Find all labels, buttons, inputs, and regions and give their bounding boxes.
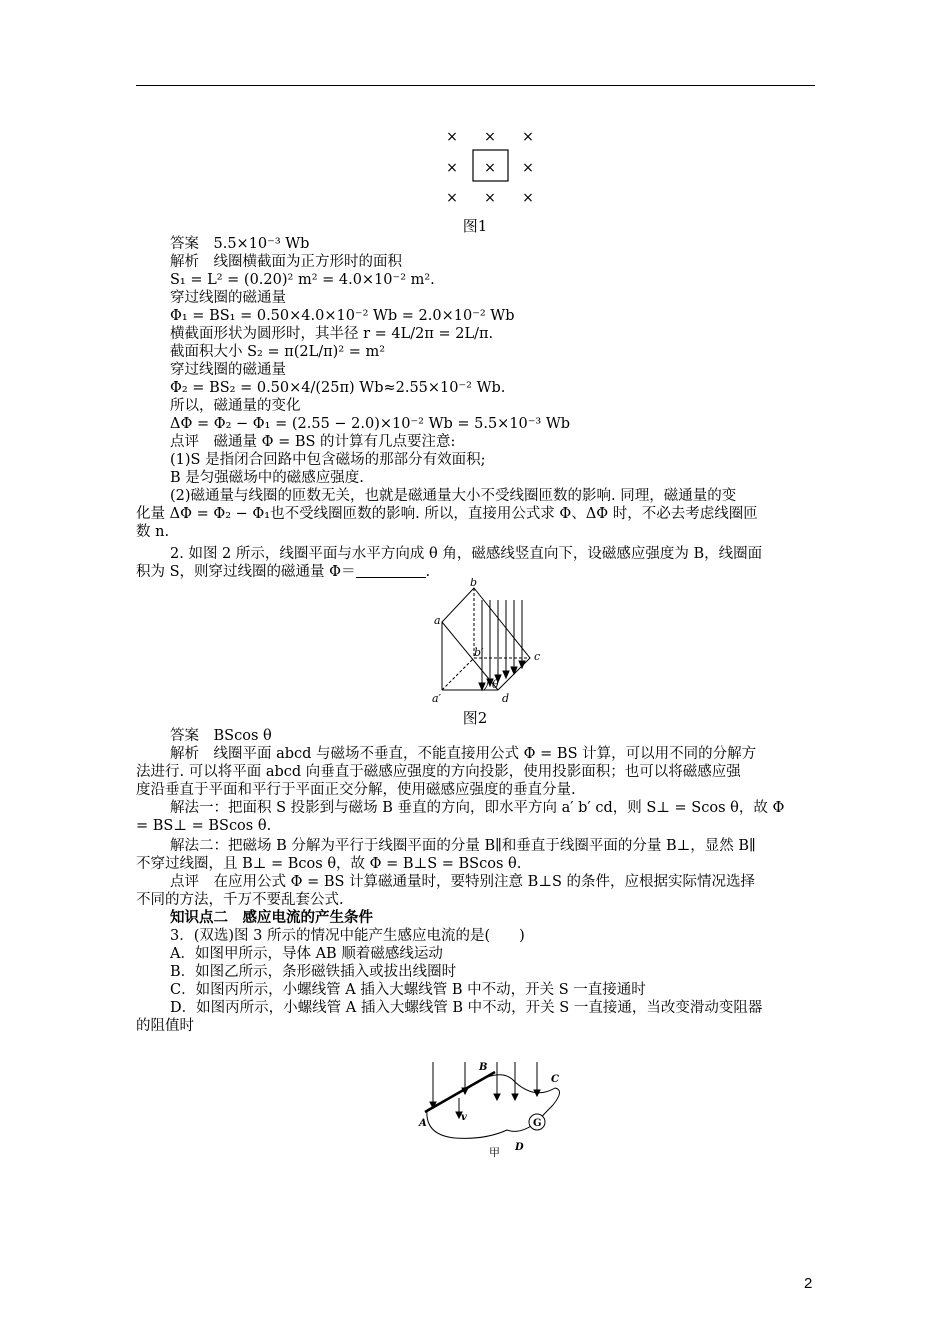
- text-line: 穿过线圈的磁通量: [170, 290, 286, 306]
- conductor-rod-ab: [425, 1072, 495, 1112]
- projection-diagonal: [442, 658, 474, 690]
- label-B: B: [479, 1062, 488, 1073]
- text-line: (2)磁通量与线圈的匝数无关，也就是磁通量大小不受线圈匝数的影响. 同理，磁通量的变: [170, 488, 737, 504]
- text-line: 解析 线圈横截面为正方形时的面积: [170, 254, 402, 270]
- field-cross: ×: [446, 160, 458, 176]
- figure-3-jia-circuit: [415, 1060, 575, 1160]
- option-b: B．如图乙所示，条形磁铁插入或拔出线圈时: [170, 964, 457, 980]
- text-line: S₁ = L² = (0.20)² m² = 4.0×10⁻² m².: [170, 272, 435, 288]
- answer-2: 答案 BScos θ: [170, 728, 272, 744]
- field-cross: ×: [522, 190, 534, 206]
- text-line: 所以，磁通量的变化: [170, 398, 301, 414]
- field-arrows: [479, 600, 525, 690]
- page-number: 2: [804, 1275, 813, 1292]
- text-line: (1)S 是指闭合回路中包含磁场的那部分有效面积;: [170, 452, 486, 468]
- text-line: Φ₁ = BS₁ = 0.50×4.0×10⁻² Wb = 2.0×10⁻² Wb: [170, 308, 515, 324]
- question-2-cont: 积为 S，则穿过线圈的磁通量 Φ＝ .: [136, 564, 431, 580]
- label-b: b: [470, 578, 478, 589]
- label-c: c: [534, 650, 541, 663]
- text-line: ΔΦ = Φ₂ − Φ₁ = (2.55 − 2.0)×10⁻² Wb = 5.5×10⁻³ Wb: [170, 416, 571, 432]
- option-a: A．如图甲所示，导体 AB 顺着磁感线运动: [170, 946, 443, 962]
- option-d-cont: 的阻值时: [136, 1018, 194, 1034]
- label-v: v: [461, 1112, 467, 1123]
- field-cross: ×: [522, 129, 534, 145]
- text-line: 解法二：把磁场 B 分解为平行于线圈平面的分量 B∥和垂直于线圈平面的分量 B⊥，显然 B∥: [170, 838, 756, 854]
- header-rule: [136, 85, 815, 86]
- text-line: 数 n.: [136, 524, 170, 540]
- text-line: B 是匀强磁场中的磁感应强度.: [170, 470, 364, 486]
- question-2: 2. 如图 2 所示，线圈平面与水平方向成 θ 角，磁感线竖直向下，设磁感应强度为 B，线圈面: [170, 546, 763, 562]
- label-a-prime: a′: [432, 692, 442, 705]
- text-line: 解析 线圈平面 abcd 与磁场不垂直，不能直接用公式 Φ = BS 计算，可以用不同的分解方: [170, 746, 757, 762]
- text-line: 法进行. 可以将平面 abcd 向垂直于磁感应强度的方向投影，使用投影面积；也可以将磁感应强: [136, 764, 741, 780]
- label-G: G: [533, 1118, 542, 1129]
- text-line: 化量 ΔΦ = Φ₂ − Φ₁也不受线圈匝数的影响. 所以，直接用公式求 Φ、ΔΦ 时，不必去考虑线圈匝: [136, 506, 758, 522]
- label-theta: θ: [492, 678, 499, 691]
- answer-1: 答案 5.5×10⁻³ Wb: [170, 236, 310, 252]
- label-C: C: [551, 1074, 559, 1085]
- text-line: 横截面形状为圆形时，其半径 r = 4L/2π = 2L/π.: [170, 326, 494, 342]
- text-line: = BS⊥ = BScos θ.: [136, 818, 272, 834]
- text-line: 截面积大小 S₂ = π(2L/π)² = m²: [170, 344, 386, 360]
- text-line: Φ₂ = BS₂ = 0.50×4/(25π) Wb≈2.55×10⁻² Wb.: [170, 380, 506, 396]
- figure-3-caption: 甲: [489, 1146, 500, 1159]
- answer-blank: [356, 563, 426, 578]
- text-line: 穿过线圈的磁通量: [170, 362, 286, 378]
- field-cross: ×: [446, 129, 458, 145]
- label-a: a: [434, 614, 441, 627]
- text-line: 解法一：把面积 S 投影到与磁场 B 垂直的方向，即水平方向 a′ b′ cd，则 S⊥ = Scos θ，故 Φ: [170, 800, 785, 816]
- question-2-text: 积为 S，则穿过线圈的磁通量 Φ＝: [136, 564, 356, 580]
- text-line: 度沿垂直于平面和平行于平面正交分解，使用磁感应强度的垂直分量.: [136, 782, 576, 798]
- option-d: D．如图丙所示，小螺线管 A 插入大螺线管 B 中不动，开关 S 一直接通，当改变滑动变阻器: [170, 1000, 763, 1016]
- text-line: 不穿过线圈，且 B⊥ = Bcos θ，故 Φ = B⊥S = BScos θ.: [136, 856, 522, 872]
- coil-plane: [442, 588, 530, 690]
- comment-1: 点评 磁通量 Φ = BS 的计算有几点要注意:: [170, 434, 456, 450]
- label-A: A: [419, 1118, 427, 1129]
- option-c: C．如图丙所示，小螺线管 A 插入大螺线管 B 中不动，开关 S 一直接通时: [170, 982, 646, 998]
- label-D: D: [515, 1142, 524, 1153]
- field-cross: ×: [484, 190, 496, 206]
- field-cross: ×: [484, 160, 496, 176]
- figure-2-coil-diagram: [430, 578, 560, 706]
- figure-1-caption: 图1: [462, 217, 488, 235]
- section-heading: 知识点二 感应电流的产生条件: [170, 910, 373, 926]
- field-cross: ×: [522, 160, 534, 176]
- label-b-prime: b′: [474, 646, 484, 659]
- label-d: d: [502, 692, 510, 705]
- question-3: 3．(双选)图 3 所示的情况中能产生感应电流的是( ): [170, 928, 525, 944]
- figure-2-caption: 图2: [462, 709, 488, 727]
- figure-1-magnetic-field: [430, 120, 550, 210]
- field-cross: ×: [446, 190, 458, 206]
- text-line: 不同的方法，千万不要乱套公式.: [136, 892, 344, 908]
- comment-2: 点评 在应用公式 Φ = BS 计算磁通量时，要特别注意 B⊥S 的条件，应根据实际情况选择: [170, 874, 756, 890]
- field-cross: ×: [484, 129, 496, 145]
